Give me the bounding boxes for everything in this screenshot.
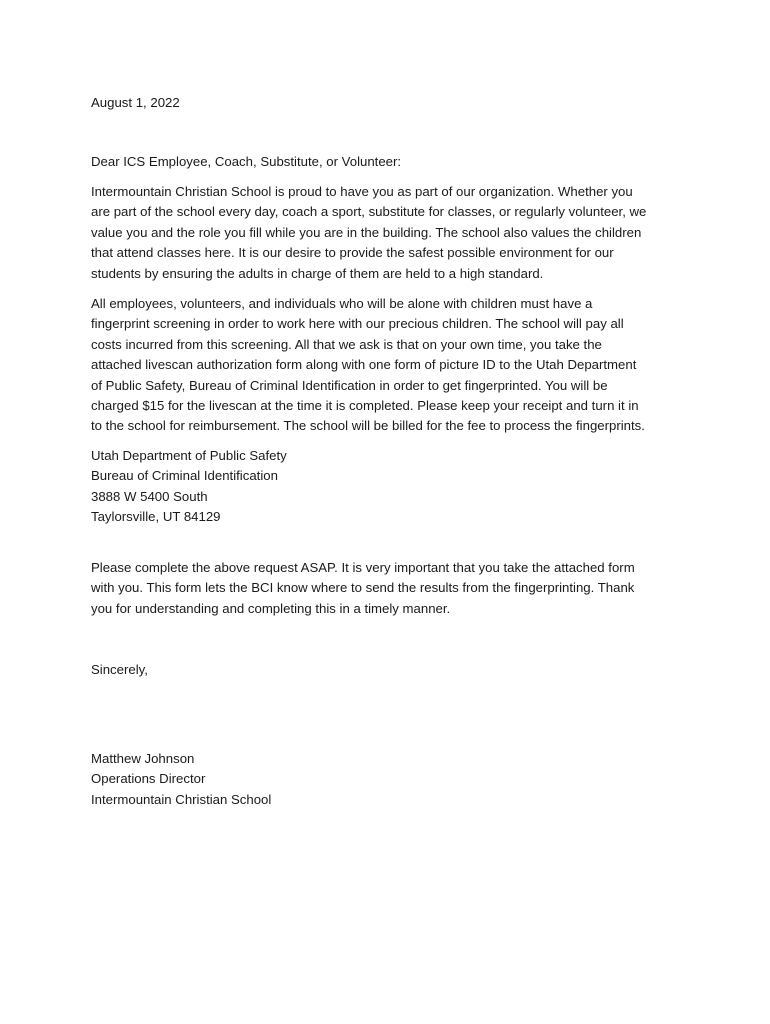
paragraph-fingerprint-screening xyxy=(91,294,691,437)
paragraph-line: All employees, volunteers, and individuals who will be alone with children must have a xyxy=(91,296,593,311)
paragraph-line: Intermountain Christian School is proud to have you as part of our organization. Whether you xyxy=(91,184,633,199)
address-line-city: Taylorsville, UT 84129 xyxy=(91,509,221,525)
paragraph-line: charged $15 for the livescan at the time it is completed. Please keep your receipt and turn it in xyxy=(91,398,639,414)
signature-block xyxy=(91,749,691,810)
signer-name: Matthew Johnson xyxy=(91,751,195,766)
letter-salutation: Dear ICS Employee, Coach, Substitute, or Volunteer: xyxy=(91,154,402,169)
letter-closing: Sincerely, xyxy=(91,662,148,677)
paragraph-line: Please complete the above request ASAP. It is very important that you take the attached form xyxy=(91,560,635,575)
signer-title: Operations Director xyxy=(91,771,206,787)
address-line-street: 3888 W 5400 South xyxy=(91,488,208,504)
paragraph-line: attached livescan authorization form along with one form of picture ID to the Utah Department xyxy=(91,357,637,373)
paragraph-line: fingerprint screening in order to work here with our precious children. The school will pay all xyxy=(91,316,624,332)
paragraph-line: students by ensuring the adults in charge of them are held to a high standard. xyxy=(91,265,544,281)
paragraph-line: of Public Safety, Bureau of Criminal Identification in order to get fingerprinted. You will be xyxy=(91,377,608,393)
paragraph-line: costs incurred from this screening. All that we ask is that on your own time, you take the xyxy=(91,336,602,352)
paragraph-line: with you. This form lets the BCI know where to send the results from the fingerprinting. Thank xyxy=(91,580,635,596)
signer-organization: Intermountain Christian School xyxy=(91,791,272,807)
address-line-bureau: Bureau of Criminal Identification xyxy=(91,468,278,484)
paragraph-request xyxy=(91,558,691,619)
paragraph-intro xyxy=(91,182,691,284)
letter-date: August 1, 2022 xyxy=(91,95,180,110)
paragraph-line: value you and the role you fill while you are in the building. The school also values the children xyxy=(91,224,642,240)
paragraph-line: to the school for reimbursement. The school will be billed for the fee to process the fingerprints. xyxy=(91,418,645,434)
paragraph-line: you for understanding and completing this in a timely manner. xyxy=(91,600,451,616)
paragraph-line: that attend classes here. It is our desire to provide the safest possible environment for our xyxy=(91,245,614,261)
paragraph-line: are part of the school every day, coach a sport, substitute for classes, or regularly volunteer, we xyxy=(91,204,647,220)
mailing-address xyxy=(91,446,691,528)
address-line-agency: Utah Department of Public Safety xyxy=(91,448,287,463)
